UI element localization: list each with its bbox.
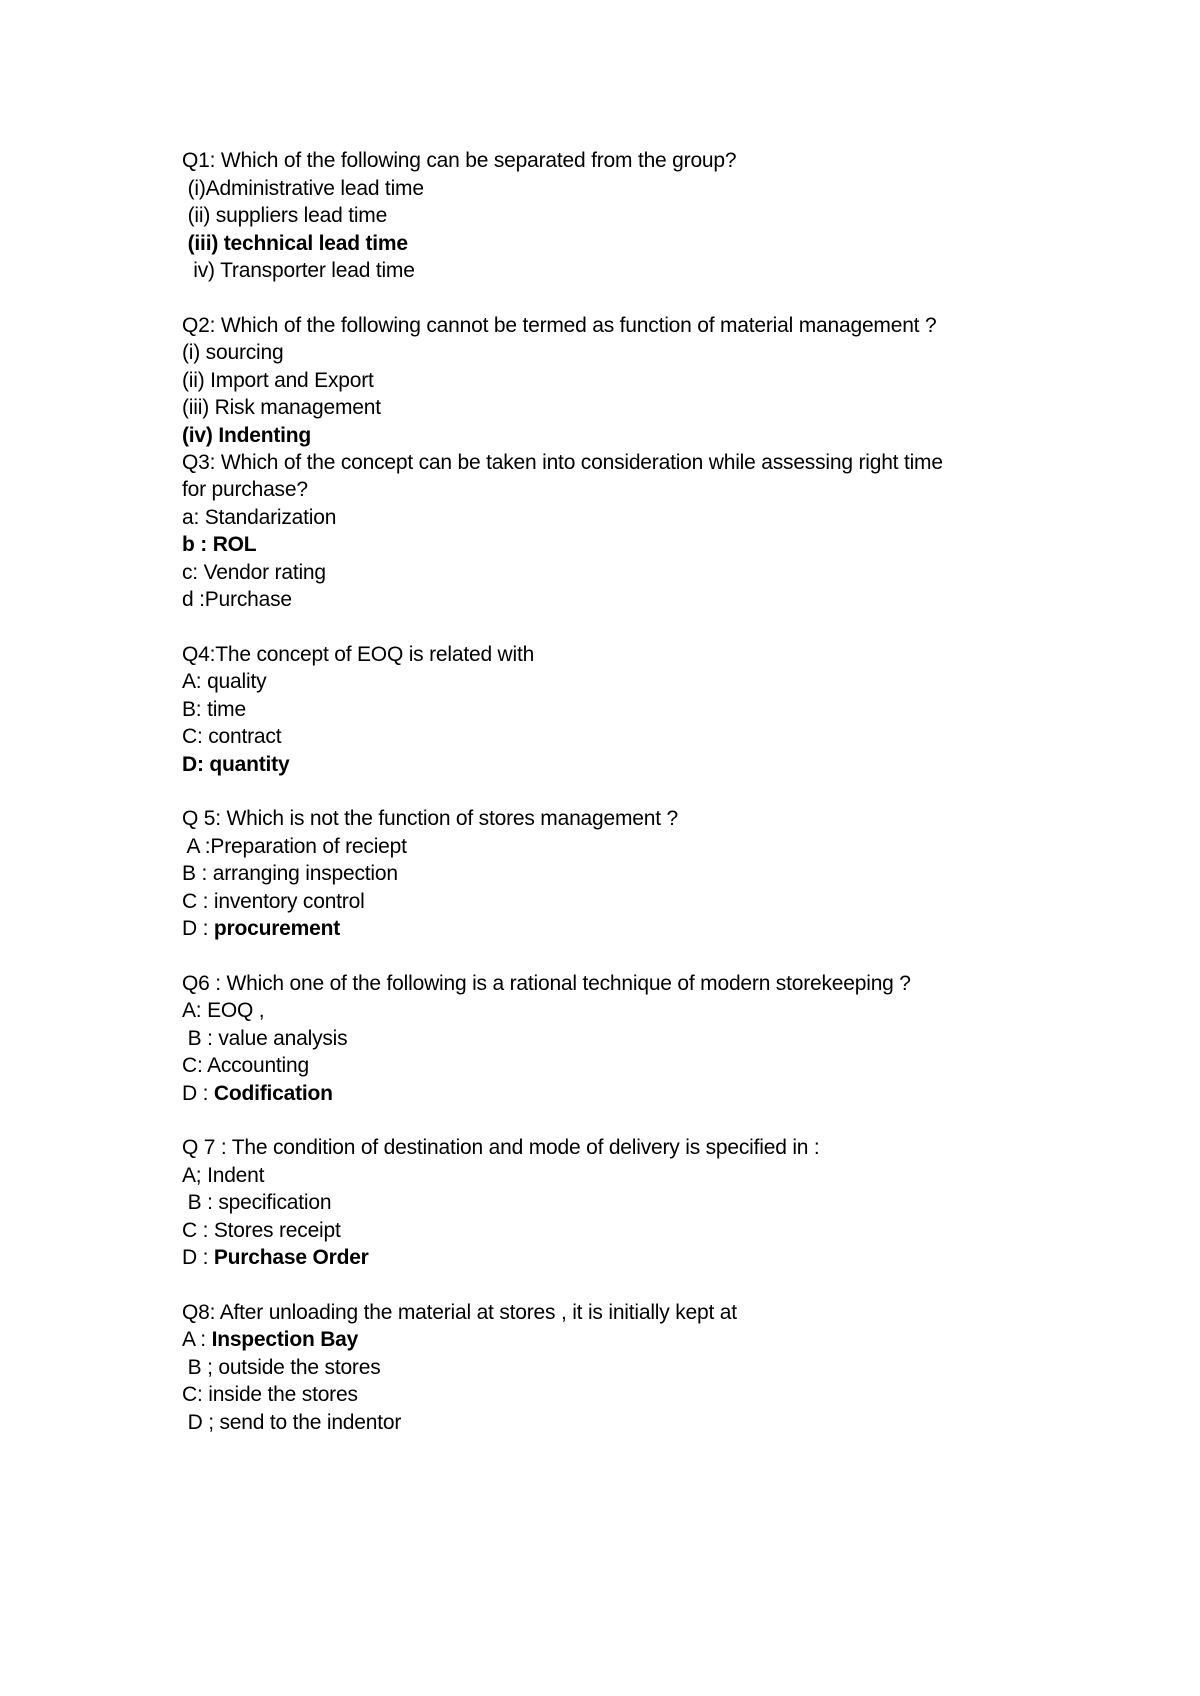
q1-option-iv: iv) Transporter lead time (182, 259, 415, 282)
q1-option-i: (i)Administrative lead time (182, 177, 424, 200)
question-5: Q 5: Which is not the function of stores management ? (182, 807, 678, 830)
q2-option-i: (i) sourcing (182, 341, 284, 364)
q4-option-b: B: time (182, 698, 246, 721)
q8-option-c: C: inside the stores (182, 1383, 358, 1406)
question-8: Q8: After unloading the material at stores , it is initially kept at (182, 1301, 737, 1324)
q5-option-d (182, 916, 340, 942)
q6-option-a: A: EOQ , (182, 999, 265, 1022)
question-1: Q1: Which of the following can be separated from the group? (182, 149, 737, 172)
q8-option-b: B ; outside the stores (182, 1356, 381, 1379)
q7-option-a: A; Indent (182, 1164, 265, 1187)
question-7: Q 7 : The condition of destination and mode of delivery is specified in : (182, 1136, 820, 1159)
q2-option-iii: (iii) Risk management (182, 396, 381, 419)
q2-option-ii: (ii) Import and Export (182, 369, 374, 392)
question-3-line-2: for purchase? (182, 478, 308, 501)
q6-option-d-prefix: D : (182, 1082, 214, 1105)
q5-option-d-answer: procurement (213, 917, 341, 940)
q6-option-c: C: Accounting (182, 1054, 309, 1077)
q7-option-b: B : specification (182, 1191, 332, 1214)
q5-option-c: C : inventory control (182, 890, 365, 913)
q5-option-b: B : arranging inspection (182, 862, 398, 885)
q7-option-c: C : Stores receipt (182, 1219, 341, 1242)
q1-option-iii-answer: (iii) technical lead time (182, 232, 408, 255)
q3-option-d: d :Purchase (182, 588, 292, 611)
q7-option-d (182, 1245, 369, 1271)
q8-option-a-answer: Inspection Bay (211, 1328, 359, 1351)
q8-option-a-prefix: A : (182, 1328, 212, 1351)
q2-option-iv-answer: (iv) Indenting (182, 424, 312, 447)
q6-option-d (182, 1081, 333, 1107)
q4-option-d-answer: D: quantity (182, 753, 290, 776)
q3-option-b-answer: b : ROL (182, 533, 257, 556)
q5-option-a: A :Preparation of reciept (182, 835, 407, 858)
question-3-line-1: Q3: Which of the concept can be taken into consideration while assessing right time (182, 451, 943, 474)
q7-option-d-answer: Purchase Order (213, 1246, 369, 1269)
q3-option-a: a: Standarization (182, 506, 337, 529)
q4-option-c: C: contract (182, 725, 282, 748)
q5-option-d-prefix: D : (182, 917, 214, 940)
q3-option-c: c: Vendor rating (182, 561, 326, 584)
q6-option-d-answer: Codification (213, 1082, 333, 1105)
q7-option-d-prefix: D : (182, 1246, 214, 1269)
question-4: Q4:The concept of EOQ is related with (182, 643, 535, 666)
question-6: Q6 : Which one of the following is a rational technique of modern storekeeping ? (182, 972, 911, 995)
q6-option-b: B : value analysis (182, 1027, 348, 1050)
q1-option-ii: (ii) suppliers lead time (182, 204, 388, 227)
question-2: Q2: Which of the following cannot be termed as function of material management ? (182, 314, 937, 337)
q8-option-d: D ; send to the indentor (182, 1411, 402, 1434)
q8-option-a (182, 1327, 358, 1353)
q4-option-a: A: quality (182, 670, 267, 693)
